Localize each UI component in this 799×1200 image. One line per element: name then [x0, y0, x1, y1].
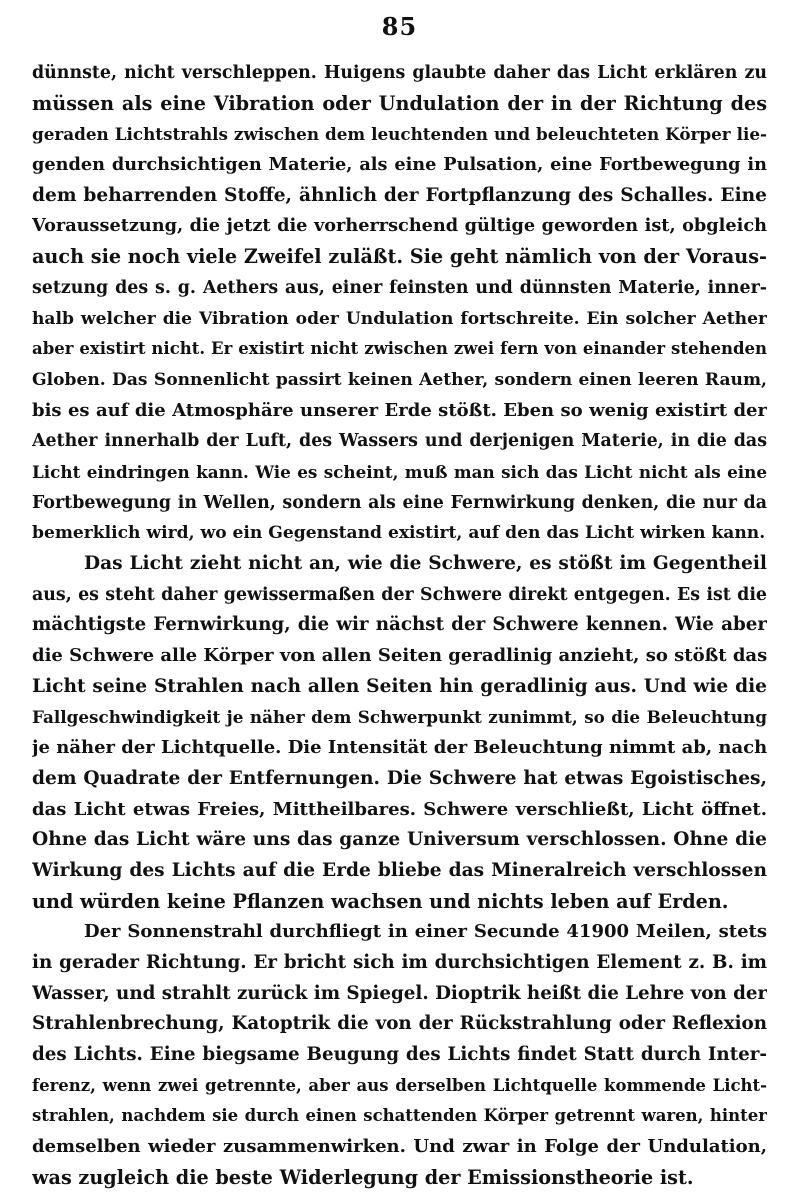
text-line: Ohne das Licht wäre uns das ganze Universum verschlossen. Ohne die	[32, 829, 767, 851]
text-line: Das Licht zieht nicht an, wie die Schwere, es stößt im Gegentheil	[84, 553, 767, 574]
text-line: dem beharrenden Stoffe, ähnlich der Fortpflanzung des Schalles. Eine	[32, 184, 767, 206]
paragraph-2	[32, 549, 767, 917]
text-line: Voraussetzung, die jetzt die vorherrschend gültige geworden ist, obgleich	[32, 215, 767, 237]
paragraph-3	[32, 917, 767, 1193]
text-line: dem Quadrate der Entfernungen. Die Schwere hat etwas Egoistisches,	[32, 767, 767, 789]
text-line: aber existirt nicht. Er existirt nicht zwischen zwei fern von einander stehenden	[32, 339, 767, 359]
text-line: Wasser, und strahlt zurück im Spiegel. Dioptrik heißt die Lehre von der	[32, 982, 767, 1004]
text-line: Globen. Das Sonnenlicht passirt keinen Aether, sondern einen leeren Raum,	[32, 369, 767, 390]
page-number: 85	[381, 12, 418, 41]
text-line: das Licht etwas Freies, Mittheilbares. Schwere verschließt, Licht öffnet.	[32, 798, 767, 820]
text-line: ferenz, wenn zwei getrennte, aber aus derselben Lichtquelle kommende Licht-	[32, 1075, 767, 1095]
text-line: dünnste, nicht verschleppen. Huigens glaubte daher das Licht erklären zu	[32, 63, 767, 83]
text-line: demselben wieder zusammenwirken. Und zwar in Folge der Undulation,	[32, 1136, 767, 1158]
text-line: Licht seine Strahlen nach allen Seiten hin geradlinig aus. Und wie die	[32, 675, 767, 697]
text-line: bemerklich wird, wo ein Gegenstand existirt, auf den das Licht wirken kann.	[32, 523, 766, 544]
text-line: Der Sonnenstrahl durchfliegt in einer Secunde 41900 Meilen, stets	[84, 921, 767, 943]
text-line: die Schwere alle Körper von allen Seiten geradlinig anzieht, so stößt das	[32, 645, 767, 667]
text-line: auch sie noch viele Zweifel zuläßt. Sie geht nämlich von der Voraus-	[32, 245, 767, 269]
body-text	[32, 58, 767, 1193]
text-line: Licht eindringen kann. Wie es scheint, muß man sich das Licht nicht als eine	[32, 461, 767, 482]
text-line: bis es auf die Atmosphäre unserer Erde stößt. Eben so wenig existirt der	[32, 399, 767, 421]
text-line: aus, es steht daher gewissermaßen der Schwere direkt entgegen. Es ist die	[32, 584, 767, 605]
text-line: strahlen, nachdem sie durch einen schattenden Körper getrennt waren, hinter	[32, 1106, 767, 1126]
text-line: und würden keine Pflanzen wachsen und nichts leben auf Erden.	[32, 889, 729, 913]
text-line: Fallgeschwindigkeit je näher dem Schwerpunkt zunimmt, so die Beleuchtung	[32, 707, 767, 728]
text-line: genden durchsichtigen Materie, als eine Pulsation, eine Fortbewegung in	[32, 154, 767, 176]
text-line: was zugleich die beste Widerlegung der Emissionstheorie ist.	[32, 1165, 694, 1189]
text-line: je näher der Lichtquelle. Die Intensität der Beleuchtung nimmt ab, nach	[32, 737, 767, 759]
text-line: müssen als eine Vibration oder Undulation der in der Richtung des	[32, 91, 767, 115]
text-line: Strahlenbrechung, Katoptrik die von der Rückstrahlung oder Reflexion	[32, 1013, 767, 1035]
text-line: in gerader Richtung. Er bricht sich im durchsichtigen Element z. B. im	[32, 951, 767, 973]
text-line: mächtigste Fernwirkung, die wir nächst der Schwere kennen. Wie aber	[32, 614, 767, 636]
text-line: halb welcher die Vibration oder Undulation fortschreite. Ein solcher Aether	[32, 308, 767, 329]
text-line: setzung des s. g. Aethers aus, einer feinsten und dünnsten Materie, inner-	[32, 277, 767, 298]
text-line: geraden Lichtstrahls zwischen dem leuchtenden und beleuchteten Körper lie-	[32, 124, 767, 145]
text-line: des Lichts. Eine biegsame Beugung des Lichts findet Statt durch Inter-	[32, 1044, 767, 1065]
text-line: Fortbewegung in Wellen, sondern als eine Fernwirkung denken, die nur da	[32, 492, 767, 513]
text-line: Aether innerhalb der Luft, des Wassers und derjenigen Materie, in die das	[32, 431, 767, 452]
paragraph-1	[32, 58, 767, 549]
text-line: Wirkung des Lichts auf die Erde bliebe das Mineralreich verschlossen	[32, 859, 767, 881]
